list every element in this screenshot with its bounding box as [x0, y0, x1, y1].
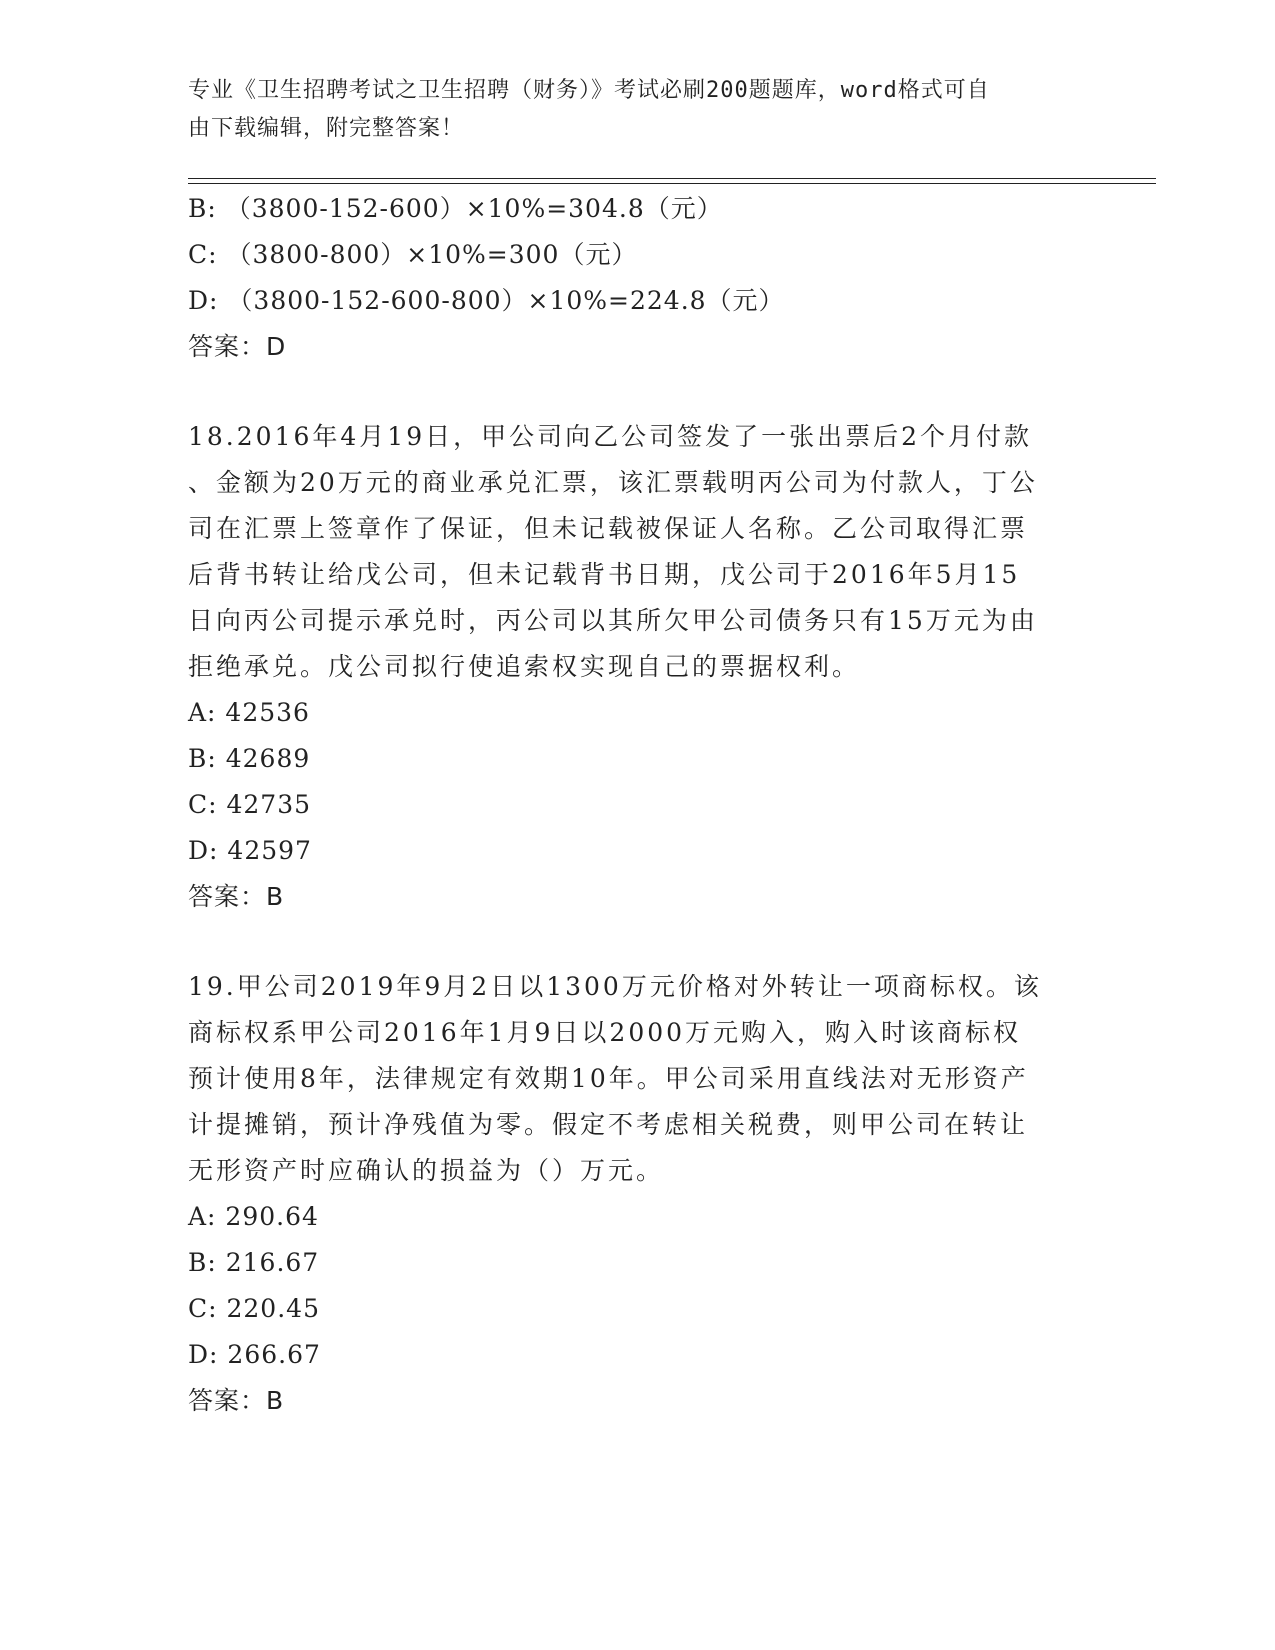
- option-c: C: 220.45: [188, 1294, 320, 1323]
- question-text-line: 计提摊销，预计净残值为零。假定不考虑相关税费，则甲公司在转让: [188, 1110, 1029, 1139]
- question-text-line: 无形资产时应确认的损益为（）万元。: [188, 1156, 665, 1185]
- question-19: [188, 964, 1088, 1424]
- answer-line: 答案：B: [188, 882, 285, 911]
- question-text-line: 拒绝承兑。戊公司拟行使追索权实现自己的票据权利。: [188, 652, 861, 681]
- header-line-2: 由下载编辑，附完整答案！: [188, 116, 465, 141]
- option-a: A: 290.64: [188, 1202, 319, 1231]
- header-divider-top: [188, 178, 1156, 179]
- header-line-1: 专业《卫生招聘考试之卫生招聘（财务）》考试必刷200题题库，word格式可自: [188, 78, 990, 103]
- answer-line: 答案：D: [188, 332, 287, 361]
- option-d: D: 266.67: [188, 1340, 321, 1369]
- header-divider-bottom: [188, 183, 1156, 184]
- option-b: B: （3800-152-600）×10%=304.8（元）: [188, 194, 723, 223]
- spacer: [188, 370, 1088, 414]
- question-text: [188, 964, 1078, 1194]
- answer-line: 答案：B: [188, 1386, 285, 1415]
- previous-question: [188, 186, 1088, 370]
- question-text-line: 司在汇票上签章作了保证，但未记载被保证人名称。乙公司取得汇票: [188, 514, 1029, 543]
- option-c: C: 42735: [188, 790, 312, 819]
- option-b: B: 42689: [188, 744, 311, 773]
- spacer: [188, 920, 1088, 964]
- option-d: D: 42597: [188, 836, 312, 865]
- option-c: C: （3800-800）×10%=300（元）: [188, 240, 638, 269]
- question-text-line: 预计使用8年，法律规定有效期10年。甲公司采用直线法对无形资产: [188, 1064, 1029, 1093]
- document-header: [188, 72, 1068, 148]
- option-d: D: （3800-152-600-800）×10%=224.8（元）: [188, 286, 785, 315]
- question-18: [188, 414, 1088, 920]
- question-text-line: 18.2016年4月19日，甲公司向乙公司签发了一张出票后2个月付款: [188, 422, 1033, 451]
- document-body: [188, 186, 1088, 1424]
- question-text-line: 商标权系甲公司2016年1月9日以2000万元购入，购入时该商标权: [188, 1018, 1022, 1047]
- question-text-line: 后背书转让给戊公司，但未记载背书日期，戊公司于2016年5月15: [188, 560, 1021, 589]
- option-b: B: 216.67: [188, 1248, 320, 1277]
- question-text: [188, 414, 1078, 690]
- question-text-line: 、金额为20万元的商业承兑汇票，该汇票载明丙公司为付款人，丁公: [188, 468, 1038, 497]
- question-text-line: 19.甲公司2019年9月2日以1300万元价格对外转让一项商标权。该: [188, 972, 1042, 1001]
- question-text-line: 日向丙公司提示承兑时，丙公司以其所欠甲公司债务只有15万元为由: [188, 606, 1038, 635]
- option-a: A: 42536: [188, 698, 310, 727]
